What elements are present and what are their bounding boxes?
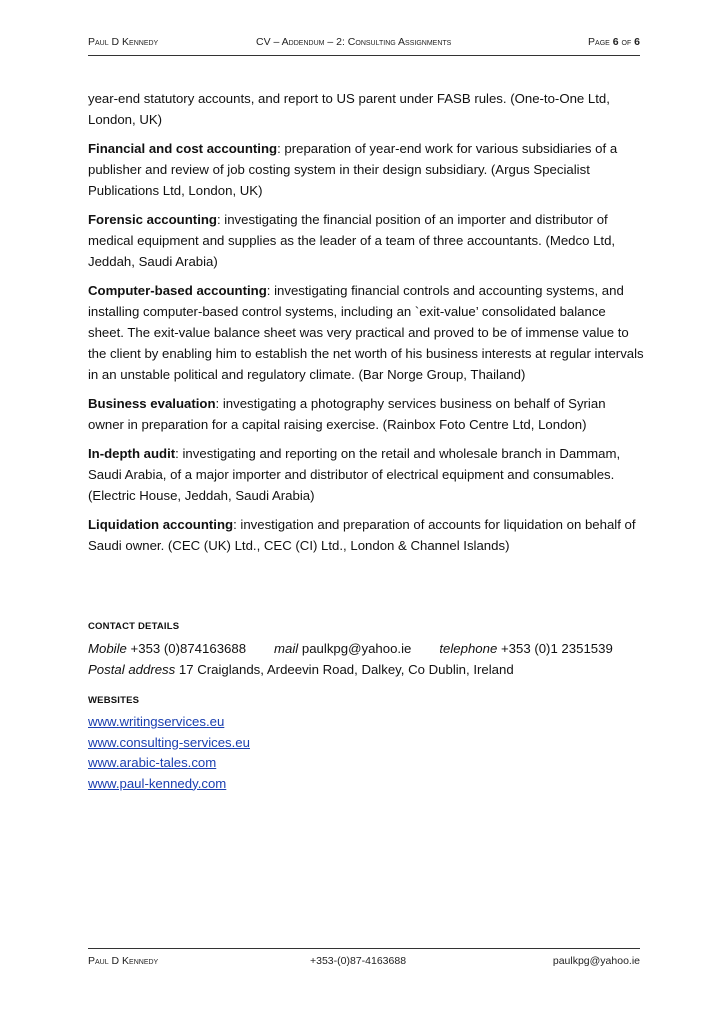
- websites-heading: WEBSITES: [88, 695, 140, 706]
- header-page-number: Page 6 of 6: [588, 36, 640, 48]
- page-header: [88, 36, 640, 52]
- contact-details: [88, 638, 648, 680]
- paragraph-intro: year-end statutory accounts, and report to US parent under FASB rules. (One-to-One Ltd, London, UK): [88, 91, 610, 127]
- header-title: CV – Addendum – 2: Consulting Assignments: [256, 36, 452, 48]
- contact-heading: CONTACT DETAILS: [88, 621, 180, 632]
- paragraph-liquidation: Liquidation accounting: investigation and preparation of accounts for liquidation on behalf of Saudi owner. (CEC (UK) Ltd., CEC (CI) Ltd., London & Channel Islands): [88, 517, 636, 553]
- page-footer: [88, 955, 640, 971]
- websites-list: [88, 712, 250, 794]
- website-link-consulting-services[interactable]: www.consulting-services.eu: [88, 734, 250, 750]
- contact-line-1: Mobile +353 (0)874163688 mail paulkpg@yahoo.ie telephone +353 (0)1 2351539: [88, 641, 613, 656]
- website-link-writingservices[interactable]: www.writingservices.eu: [88, 714, 225, 729]
- paragraph-financial-cost: Financial and cost accounting: preparation of year-end work for various subsidiaries of a publisher and review of job costing system in their design subsidiary. (Argus Specialist Publications Ltd, London, UK): [88, 141, 618, 198]
- paragraph-indepth-audit: In-depth audit: investigating and reporting on the retail and wholesale branch in Dammam, Saudi Arabia, of a major importer and distributor of electrical equipment and consumables. (Electric House, Jeddah, Saudi Arabia): [88, 446, 621, 503]
- mail-address: paulkpg@yahoo.ie: [301, 641, 412, 656]
- assignments-body: [88, 88, 644, 564]
- footer-rule: [88, 948, 640, 949]
- paragraph-forensic: Forensic accounting: investigating the financial position of an importer and distributor of medical equipment and supplies as the leader of a team of three accountants. (Medco Ltd, Jeddah, Saudi Arabia): [88, 212, 616, 269]
- footer-author: Paul D Kennedy: [88, 955, 159, 967]
- postal-address: 17 Craiglands, Ardeevin Road, Dalkey, Co Dublin, Ireland: [178, 662, 514, 677]
- mobile-number: +353 (0)874163688: [130, 641, 247, 656]
- header-rule: [88, 55, 640, 56]
- paragraph-business-evaluation: Business evaluation: investigating a photography services business on behalf of Syrian owner in preparation for a capital raising exercise. (Rainbox Foto Centre Ltd, London): [88, 396, 606, 432]
- telephone-number: +353 (0)1 2351539: [500, 641, 613, 656]
- website-link-arabic-tales[interactable]: www.arabic-tales.com: [88, 755, 217, 770]
- footer-email: paulkpg@yahoo.ie: [552, 955, 640, 967]
- paragraph-computer-based: Computer-based accounting: investigating financial controls and accounting systems, and installing computer-based control systems, including an `exit-value’ consolidated balance sheet. The exit-value balance sheet was very practical and proved to be of immense value to the client by enabling him to establish the net worth of his business interests at regular intervals in an unstable political and regulatory climate. (Bar Norge Group, Thailand): [88, 283, 644, 382]
- header-author: Paul D Kennedy: [88, 36, 159, 48]
- website-link-paul-kennedy[interactable]: www.paul-kennedy.com: [88, 775, 227, 791]
- contact-line-2: Postal address 17 Craiglands, Ardeevin Road, Dalkey, Co Dublin, Ireland: [88, 662, 514, 677]
- footer-phone: +353-(0)87-4163688: [310, 955, 407, 967]
